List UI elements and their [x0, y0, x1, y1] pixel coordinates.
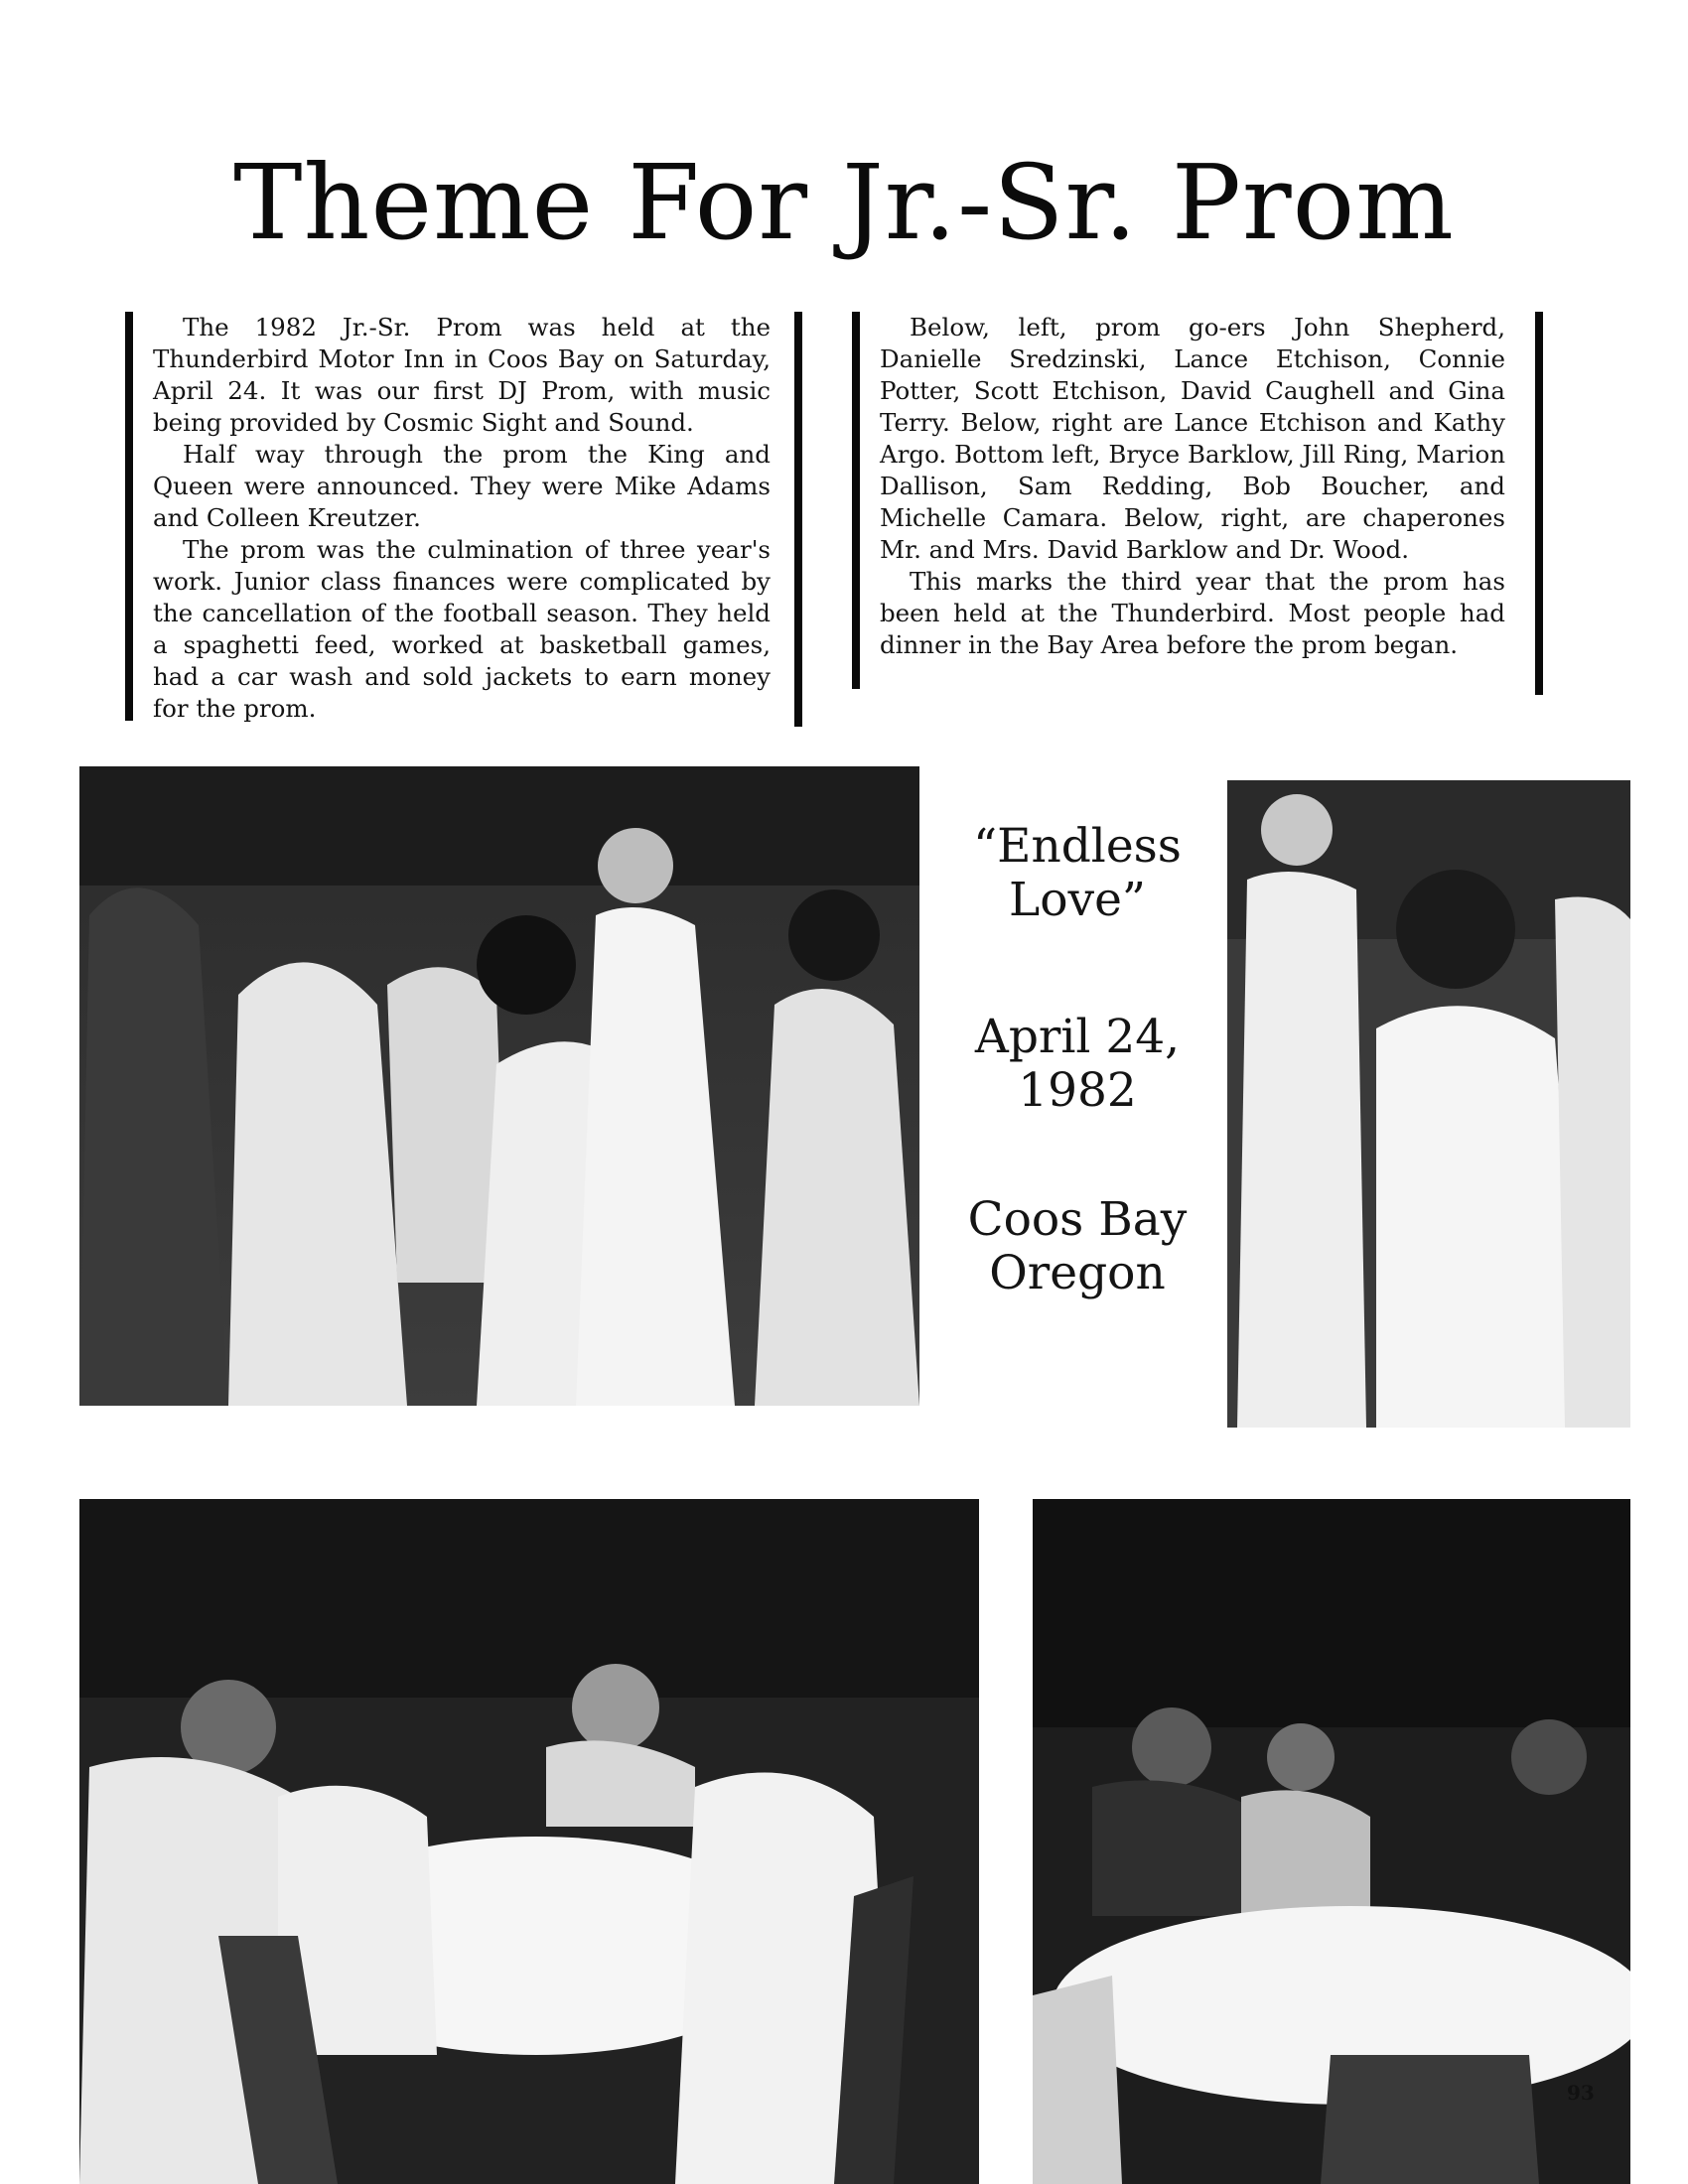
article-paragraph: The prom was the culmination of three year's work. Junior class finances were complicated by the cancellation of the football season. They held a spaghetti feed, worked at basketball games, had a car wash and sold jackets to earn money for the prom. — [153, 535, 771, 723]
photo-dinner-table-left — [79, 1499, 979, 2184]
article-paragraph: This marks the third year that the prom has been held at the Thunderbird. Most people had dinner in the Bay Area before the prom began. — [880, 567, 1505, 659]
photo-dance-floor — [79, 766, 919, 1406]
date-caption — [933, 1011, 1221, 1118]
article-paragraph: Below, left, prom go-ers John Shepherd, Danielle Sredzinski, Lance Etchison, Connie Potter, Scott Etchison, David Caughell and Gina Terry. Below, right are Lance Etchison and Kathy Argo. Bottom left, Bryce Barklow, Jill Ring, Marion Dallison, Sam Redding, Bob Boucher, and Michelle Camara. Below, right, are chaperones Mr. and Mrs. David Barklow and Dr. Wood. — [880, 313, 1505, 564]
theme-title: “Endless — [973, 819, 1182, 874]
left-column-rule — [125, 312, 133, 721]
article-right-column — [880, 312, 1505, 661]
page-title: Theme For Jr.-Sr. Prom — [233, 142, 1455, 263]
theme-caption — [933, 820, 1221, 927]
theme-title: Love” — [1009, 873, 1146, 927]
article-paragraph: Half way through the prom the King and Queen were announced. They were Mike Adams and Colleen Kreutzer. — [153, 440, 771, 532]
article-paragraph: The 1982 Jr.-Sr. Prom was held at the Thunderbird Motor Inn in Coos Bay on Saturday, April 24. It was our first DJ Prom, with music being provided by Cosmic Sight and Sound. — [153, 313, 771, 437]
event-location: Coos Bay — [967, 1192, 1188, 1247]
article-left-column — [153, 312, 771, 725]
photo-couple — [1227, 780, 1630, 1428]
left-column-end-rule — [794, 312, 802, 727]
page-number: 93 — [1567, 2081, 1595, 2105]
event-date: April 24, — [974, 1010, 1181, 1064]
right-column-end-rule — [1535, 312, 1543, 695]
event-location: Oregon — [989, 1246, 1166, 1300]
right-column-rule — [852, 312, 860, 689]
photo-dinner-table-right — [1033, 1499, 1630, 2184]
place-caption — [933, 1193, 1221, 1300]
event-date: 1982 — [1018, 1063, 1137, 1118]
